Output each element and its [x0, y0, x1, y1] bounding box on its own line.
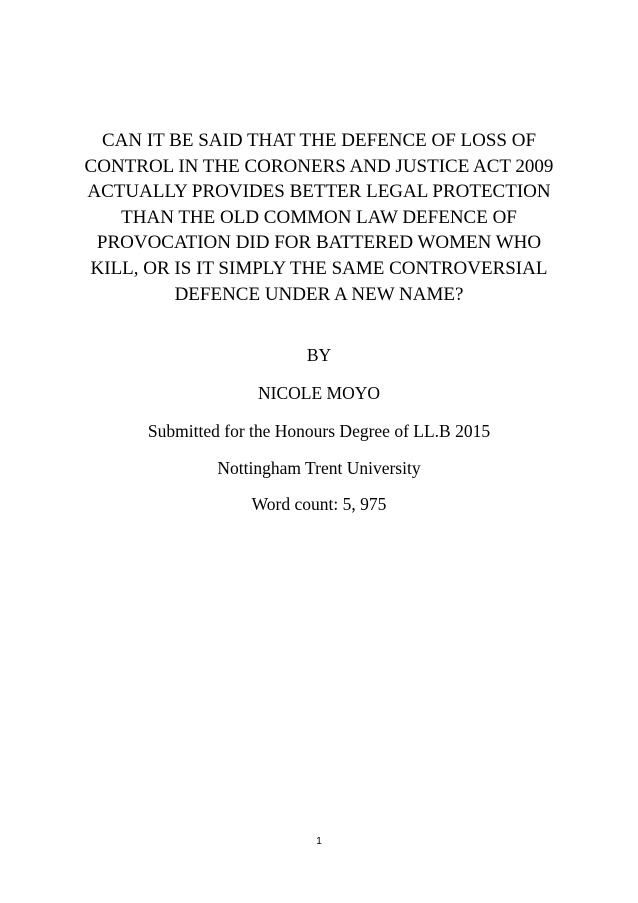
- title-line: CONTROL IN THE CORONERS AND JUSTICE ACT 2009: [84, 155, 554, 177]
- title-line: PROVOCATION DID FOR BATTERED WOMEN WHO: [96, 232, 542, 254]
- document-title: [40, 128, 598, 307]
- word-count: Word count: 5, 975: [251, 494, 387, 514]
- by-label: BY: [306, 345, 332, 365]
- author-name: NICOLE MOYO: [257, 383, 380, 403]
- page-number: 1: [316, 836, 322, 847]
- title-line: KILL, OR IS IT SIMPLY THE SAME CONTROVERSIAL: [90, 257, 548, 279]
- university-name: Nottingham Trent University: [217, 458, 421, 478]
- submission-statement: Submitted for the Honours Degree of LL.B 2015: [147, 421, 491, 441]
- title-line: DEFENCE UNDER A NEW NAME?: [174, 283, 464, 305]
- title-line: CAN IT BE SAID THAT THE DEFENCE OF LOSS OF: [101, 130, 537, 151]
- title-line: THAN THE OLD COMMON LAW DEFENCE OF: [121, 206, 517, 228]
- title-line: ACTUALLY PROVIDES BETTER LEGAL PROTECTION: [87, 181, 551, 203]
